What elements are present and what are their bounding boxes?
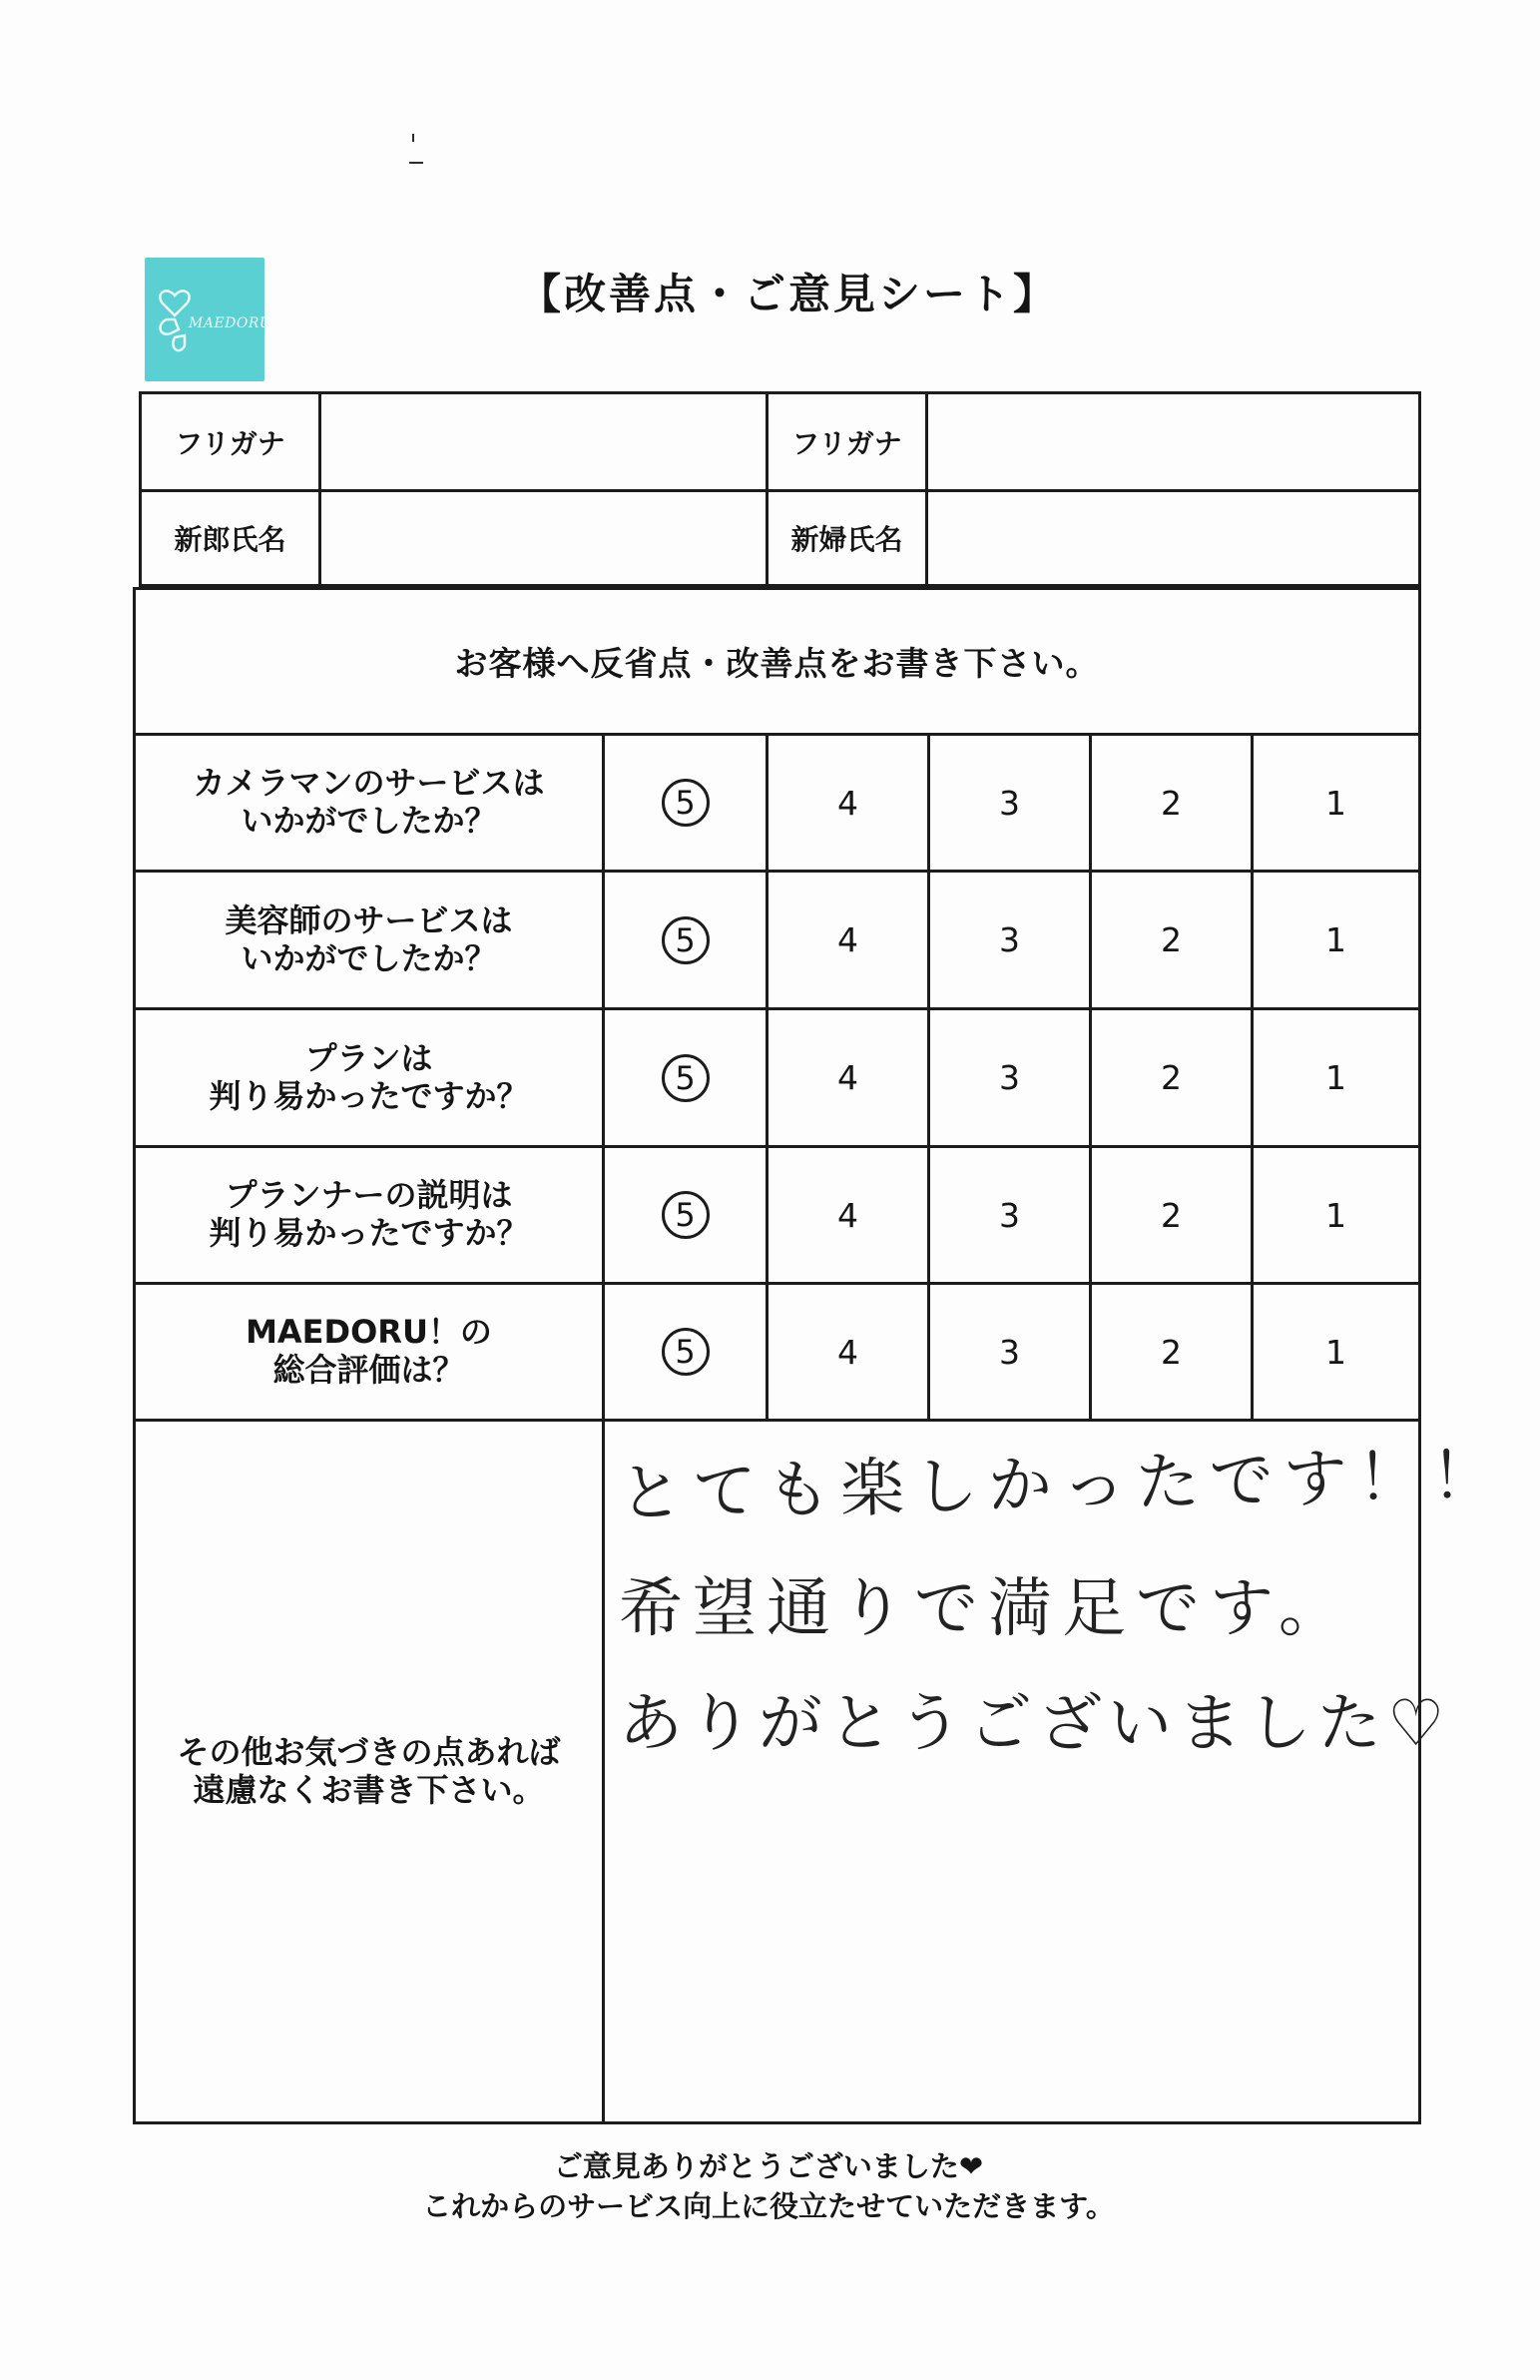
score-2-option[interactable]: 2: [1092, 1285, 1254, 1419]
furigana-groom-field[interactable]: [321, 394, 769, 492]
bride-name-field[interactable]: [928, 492, 1418, 584]
score-5-selected: 5: [662, 916, 710, 964]
bride-name-label: [769, 492, 928, 584]
score-5-option[interactable]: [605, 736, 769, 870]
score-3-option[interactable]: 3: [930, 736, 1092, 870]
score-5-option[interactable]: [605, 1010, 769, 1145]
score-1-option[interactable]: 1: [1325, 1332, 1346, 1372]
footer-line: ご意見ありがとうございました❤: [553, 2149, 984, 2183]
question-text: プランは: [304, 1038, 433, 1077]
comments-label-text: その他お気づきの点あれば: [177, 1732, 561, 1771]
score-4-option[interactable]: 4: [769, 1148, 930, 1282]
scan-mark: [412, 134, 414, 142]
score-5-option[interactable]: [605, 1148, 769, 1282]
score-1-option[interactable]: 1: [1325, 920, 1346, 959]
logo-brand-text: MAEDORU: [189, 315, 272, 331]
score-1-option[interactable]: 1: [1325, 1058, 1346, 1097]
bride-label-text: 新婦氏名: [790, 523, 903, 556]
score-1-option[interactable]: 1: [1325, 783, 1346, 823]
score-2-option[interactable]: 2: [1092, 1148, 1254, 1282]
score-4-option[interactable]: 4: [769, 873, 930, 1007]
question-text: 総合評価は？: [272, 1351, 465, 1389]
furigana-label-groom: [142, 394, 321, 492]
score-4-option[interactable]: 4: [769, 1010, 930, 1145]
maedoru-logo: [145, 258, 272, 381]
furigana-label-text: フリガナ: [175, 426, 285, 460]
question-row: [136, 1148, 1418, 1285]
furigana-label-text: フリガナ: [791, 426, 902, 460]
name-table: [139, 391, 1421, 587]
groom-label-text: 新郎氏名: [174, 523, 286, 556]
question-label: [136, 1010, 605, 1145]
score-3-option[interactable]: 3: [930, 1285, 1092, 1419]
comments-label-text: 遠慮なくお書き下さい。: [193, 1770, 545, 1809]
furigana-label-bride: [769, 394, 928, 492]
question-text: いかがでしたか？: [241, 802, 497, 840]
question-label: [136, 873, 605, 1007]
footer-message: [319, 2146, 1218, 2226]
question-label: [136, 736, 605, 870]
score-5-selected: 5: [662, 1054, 710, 1102]
score-5-selected: 5: [662, 1328, 710, 1376]
handwritten-line: 希望通りで満足です。: [619, 1572, 1352, 1646]
question-row: [136, 1010, 1418, 1148]
rating-table: [133, 587, 1506, 2124]
question-row: [136, 736, 1418, 873]
question-text: 判り易かったですか？: [209, 1076, 529, 1115]
groom-name-label: [142, 492, 321, 584]
score-2-option[interactable]: 2: [1092, 1010, 1254, 1145]
question-text: MAEDORU！の: [246, 1313, 492, 1352]
handwritten-line: ありがとうございました♡: [619, 1687, 1451, 1761]
question-text: プランナーの説明は: [225, 1176, 513, 1215]
question-label: [136, 1148, 605, 1282]
footer-line: これからのサービス向上に役立たせていただきます。: [422, 2189, 1115, 2223]
handwritten-comment: [618, 1438, 1506, 1782]
handwritten-line: とても楽しかったです！！: [618, 1439, 1506, 1531]
question-text: いかがでしたか？: [241, 938, 497, 977]
score-3-option[interactable]: 3: [930, 1148, 1092, 1282]
question-text: 美容師のサービスは: [225, 900, 513, 939]
furigana-bride-field[interactable]: [928, 394, 1418, 492]
score-5-selected: 5: [662, 1191, 710, 1239]
question-row: [136, 873, 1418, 1010]
score-4-option[interactable]: 4: [769, 736, 930, 870]
score-2-option[interactable]: 2: [1092, 736, 1254, 870]
notice-row: [136, 590, 1418, 736]
question-text: 判り易かったですか？: [209, 1214, 529, 1252]
scan-mark: [409, 162, 423, 164]
question-row: [136, 1285, 1418, 1422]
page-title: 【改善点・ご意見シート】: [519, 270, 1059, 318]
comments-label: [136, 1422, 605, 2121]
score-3-option[interactable]: 3: [930, 1010, 1092, 1145]
score-2-option[interactable]: 2: [1092, 873, 1254, 1007]
notice-text: お客様へ反省点・改善点をお書き下さい。: [454, 644, 1100, 683]
score-3-option[interactable]: 3: [930, 873, 1092, 1007]
score-5-option[interactable]: [605, 1285, 769, 1419]
score-4-option[interactable]: 4: [769, 1285, 930, 1419]
question-label: [136, 1285, 605, 1419]
score-5-option[interactable]: [605, 873, 769, 1007]
score-1-option[interactable]: 1: [1325, 1195, 1346, 1235]
score-5-selected: 5: [662, 779, 710, 827]
question-text: カメラマンのサービスは: [193, 764, 545, 803]
groom-name-field[interactable]: [321, 492, 769, 584]
